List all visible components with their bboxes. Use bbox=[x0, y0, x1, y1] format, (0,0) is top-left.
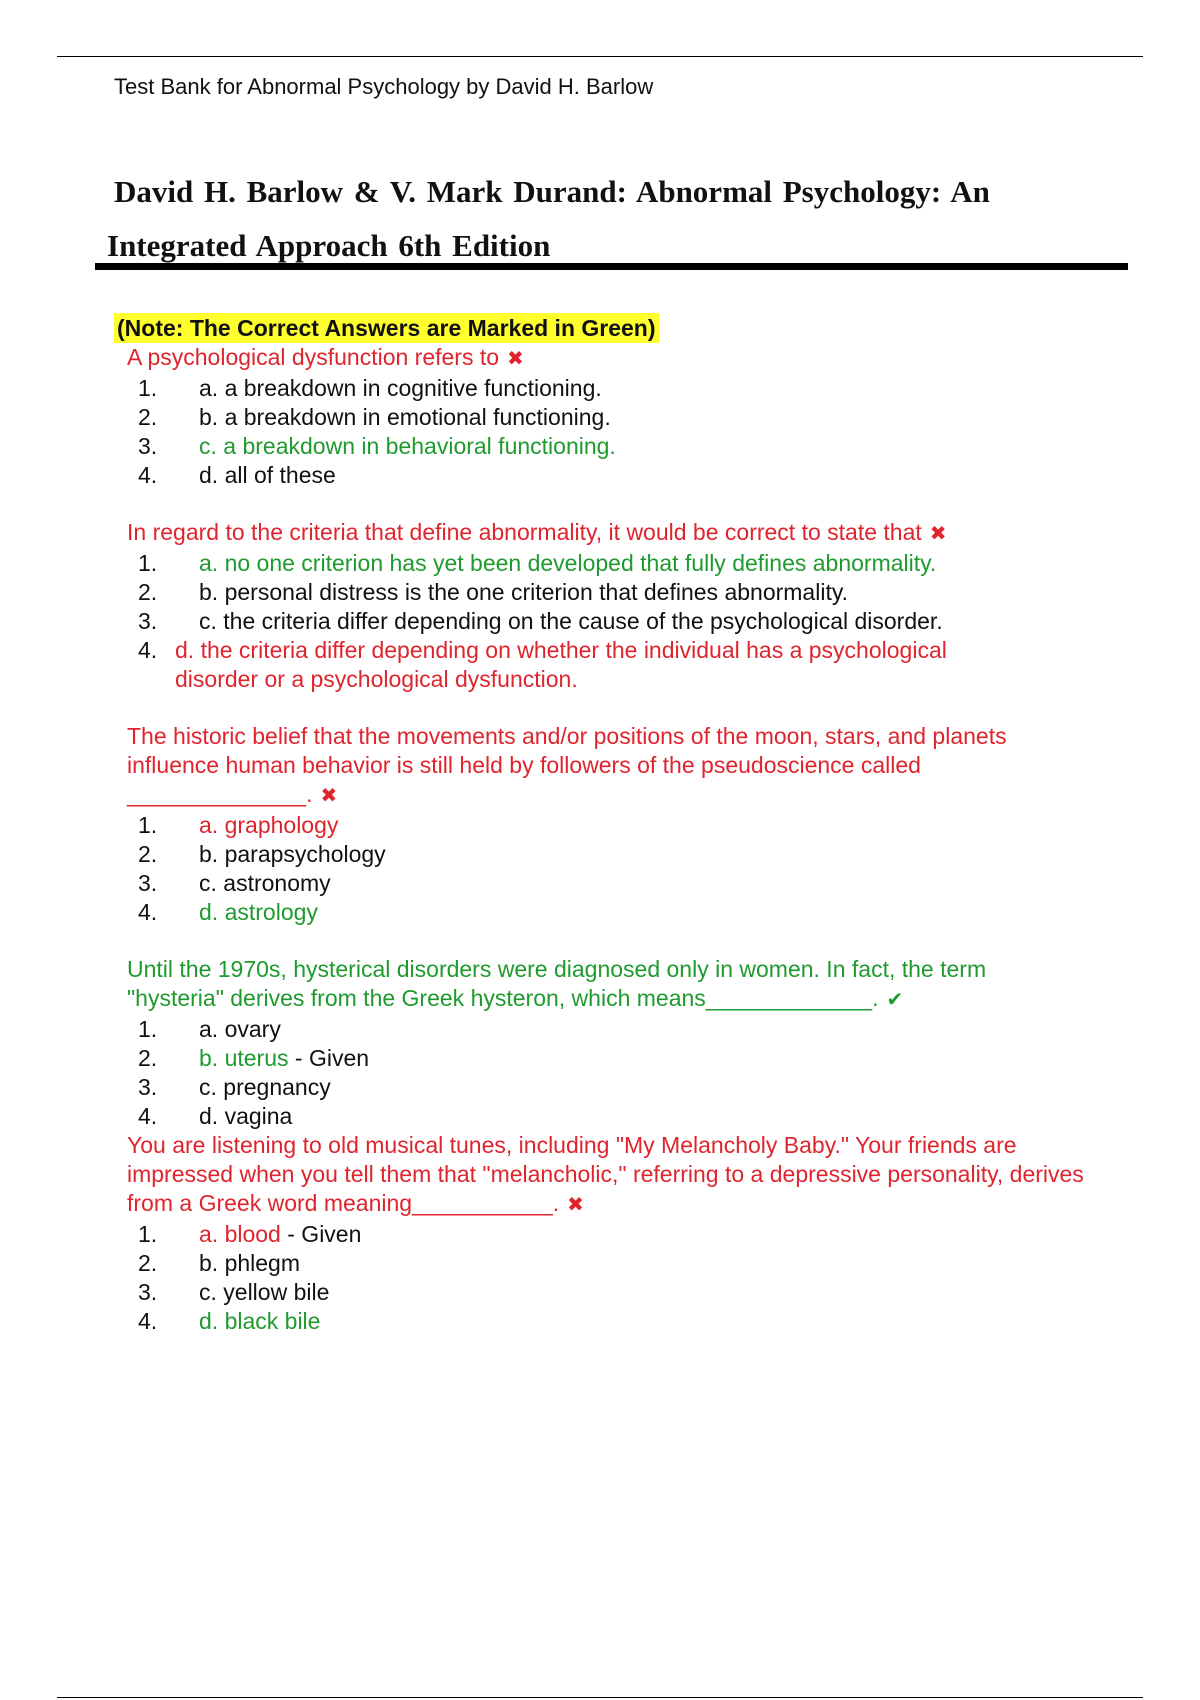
question-text: Until the 1970s, hysterical disorders were diagnosed only in women. In fact, the term "hysteria" derives from the Greek hysteron, which means_____________. ✔ bbox=[127, 955, 1067, 1015]
top-rule bbox=[57, 56, 1143, 57]
options-list bbox=[127, 374, 1074, 490]
option: 1. a. ovary bbox=[138, 1016, 281, 1042]
option: 3. c. astronomy bbox=[138, 870, 331, 896]
option-correct: 2. b. uterus - Given bbox=[138, 1045, 370, 1071]
bottom-rule bbox=[57, 1697, 1143, 1698]
checkmark-icon: ✔ bbox=[886, 989, 904, 1011]
option-correct: 4. d. black bile bbox=[138, 1308, 321, 1334]
option: 3. c. yellow bile bbox=[138, 1279, 330, 1305]
option: 2. b. personal distress is the one criterion that defines abnormality. bbox=[138, 579, 849, 605]
title-rule bbox=[95, 263, 1128, 270]
option-correct: 3. c. a breakdown in behavioral functioning. bbox=[138, 433, 616, 459]
options-list bbox=[127, 1015, 1074, 1131]
options-list bbox=[127, 549, 1074, 694]
question-text: In regard to the criteria that define abnormality, it would be correct to state that ✖ bbox=[127, 518, 1074, 549]
title-line-2: Integrated Approach 6th Edition bbox=[107, 228, 551, 263]
question-list bbox=[114, 313, 1084, 1336]
incorrect-icon: ✖ bbox=[320, 785, 338, 807]
option: 3. c. the criteria differ depending on the cause of the psychological disorder. bbox=[138, 608, 943, 634]
option: 2. b. phlegm bbox=[138, 1250, 301, 1276]
question-3 bbox=[127, 722, 1074, 927]
question-5 bbox=[127, 1131, 1084, 1336]
option-selected-wrong: 1. a. graphology bbox=[138, 812, 339, 838]
question-4 bbox=[127, 955, 1074, 1131]
incorrect-icon: ✖ bbox=[507, 348, 524, 370]
answer-key-note: (Note: The Correct Answers are Marked in Green) bbox=[114, 313, 659, 343]
question-2 bbox=[127, 518, 1074, 694]
incorrect-icon: ✖ bbox=[929, 523, 947, 545]
option: 4. d. all of these bbox=[138, 462, 336, 488]
option-selected-wrong: 4. d. the criteria differ depending on whether the individual has a psychological disorder or a psychological dysfunction. bbox=[138, 637, 947, 692]
document-title bbox=[107, 165, 1114, 273]
options-list bbox=[127, 811, 1074, 927]
running-header: Test Bank for Abnormal Psychology by David H. Barlow bbox=[114, 74, 654, 99]
options-list bbox=[127, 1220, 1074, 1336]
question-1 bbox=[127, 343, 1074, 490]
question-text: You are listening to old musical tunes, including "My Melancholy Baby." Your friends are impressed when you tell them that "melancholic," referring to a depressive personality, derives from a Greek word meaning___________. ✖ bbox=[127, 1131, 1087, 1220]
question-text: The historic belief that the movements and/or positions of the moon, stars, and planets influence human behavior is still held by followers of the pseudoscience called ______________. ✖ bbox=[127, 722, 1067, 811]
option-selected-wrong: 1. a. blood - Given bbox=[138, 1221, 362, 1247]
title-line-1: David H. Barlow & V. Mark Durand: Abnormal Psychology: An bbox=[114, 174, 990, 209]
option: 4. d. vagina bbox=[138, 1103, 293, 1129]
option: 1. a. a breakdown in cognitive functioning. bbox=[138, 375, 602, 401]
option: 3. c. pregnancy bbox=[138, 1074, 331, 1100]
incorrect-icon: ✖ bbox=[567, 1194, 584, 1216]
option-correct: 1. a. no one criterion has yet been developed that fully defines abnormality. bbox=[138, 550, 937, 576]
option-correct: 4. d. astrology bbox=[138, 899, 318, 925]
question-text: A psychological dysfunction refers to ✖ bbox=[127, 343, 1074, 374]
option: 2. b. a breakdown in emotional functioning. bbox=[138, 404, 611, 430]
option: 2. b. parapsychology bbox=[138, 841, 386, 867]
